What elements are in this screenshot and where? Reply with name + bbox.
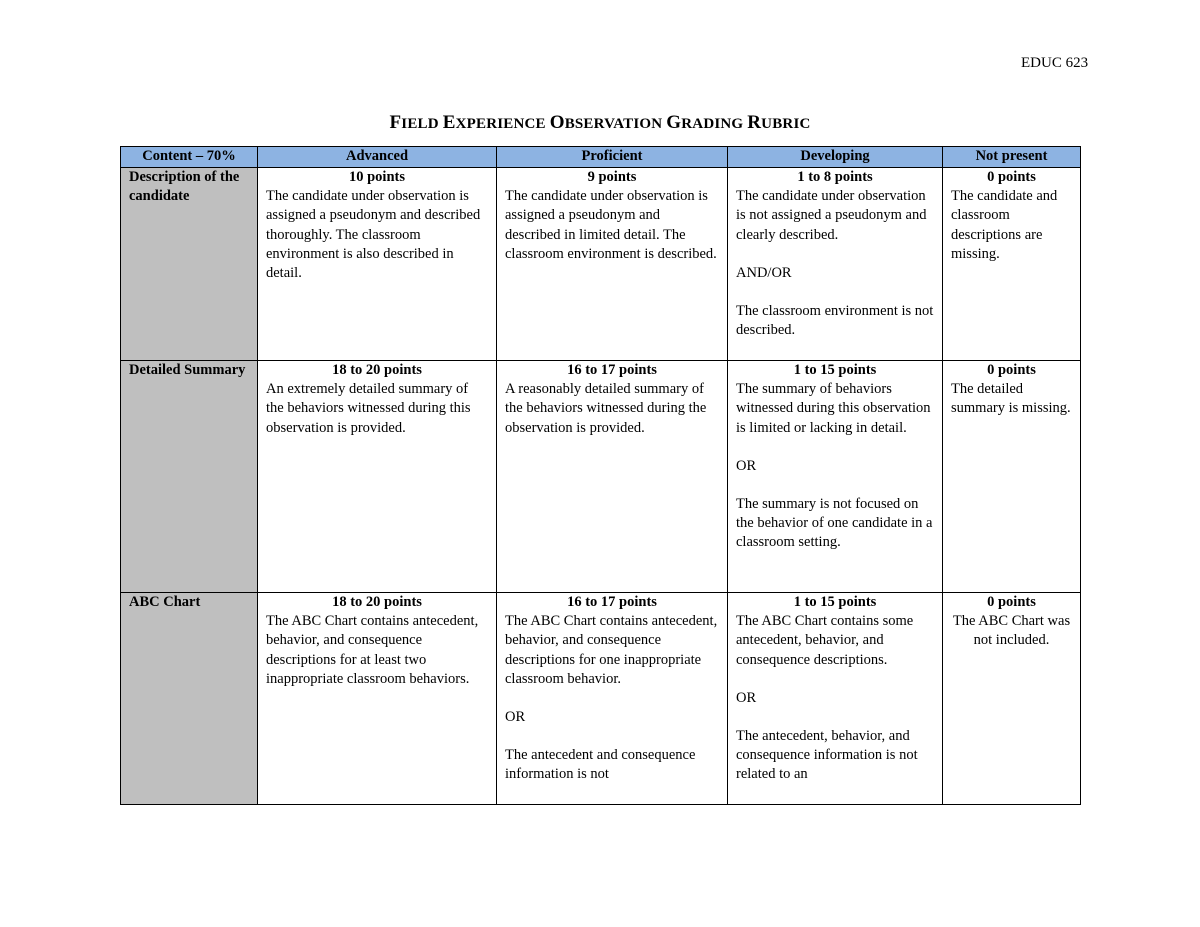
cell-text: The antecedent and consequence information is not xyxy=(505,747,696,783)
points-label: 18 to 20 points xyxy=(332,594,422,610)
table-row xyxy=(121,168,1081,361)
cell-text: The ABC Chart was not included. xyxy=(952,613,1071,649)
points-label: 9 points xyxy=(587,169,637,185)
header-proficient: Proficient xyxy=(497,147,728,168)
cell-proficient xyxy=(497,361,728,593)
cell-text: The classroom environment is not described. xyxy=(736,303,934,339)
connector-text: OR xyxy=(736,689,757,706)
points-label: 0 points xyxy=(987,594,1036,610)
cell-text: The candidate under observation is not assigned a pseudonym and clearly described. xyxy=(736,188,927,243)
grading-rubric-table xyxy=(120,146,1081,805)
points-label: 18 to 20 points xyxy=(332,362,422,378)
cell-not-present xyxy=(943,593,1081,805)
cell-text: The ABC Chart contains antecedent, behavior, and consequence descriptions for one inappropriate classroom behavior. xyxy=(505,613,718,687)
header-content: Content – 70% xyxy=(121,147,258,168)
cell-text: The summary is not focused on the behavior of one candidate in a classroom setting. xyxy=(736,496,933,551)
cell-developing xyxy=(728,361,943,593)
points-label: 1 to 8 points xyxy=(797,169,873,185)
row-label: Detailed Summary xyxy=(121,361,258,593)
header-advanced: Advanced xyxy=(258,147,497,168)
cell-not-present xyxy=(943,361,1081,593)
table-row xyxy=(121,361,1081,593)
cell-text: The candidate under observation is assigned a pseudonym and described in limited detail. The classroom environment is described. xyxy=(505,188,717,262)
cell-developing xyxy=(728,168,943,361)
points-label: 16 to 17 points xyxy=(567,362,657,378)
cell-text: The candidate and classroom descriptions are missing. xyxy=(951,188,1058,262)
points-label: 16 to 17 points xyxy=(567,594,657,610)
cell-text: An extremely detailed summary of the behaviors witnessed during this observation is provided. xyxy=(266,381,471,436)
header-developing: Developing xyxy=(728,147,943,168)
cell-proficient xyxy=(497,593,728,805)
points-label: 1 to 15 points xyxy=(793,594,877,610)
course-code: EDUC 623 xyxy=(1021,55,1089,71)
cell-text: A reasonably detailed summary of the behaviors witnessed during the observation is provided. xyxy=(505,381,707,436)
row-label: Description of the candidate xyxy=(121,168,258,361)
cell-advanced xyxy=(258,361,497,593)
cell-text: The ABC Chart contains antecedent, behavior, and consequence descriptions for at least two inappropriate classroom behaviors. xyxy=(266,613,479,687)
points-label: 0 points xyxy=(987,362,1036,378)
header-not-present: Not present xyxy=(943,147,1081,168)
cell-proficient xyxy=(497,168,728,361)
cell-advanced xyxy=(258,593,497,805)
cell-text: The detailed summary is missing. xyxy=(951,381,1071,417)
table-row xyxy=(121,593,1081,805)
cell-text: The antecedent, behavior, and consequence information is not related to an xyxy=(736,728,918,783)
header-row xyxy=(121,147,1081,168)
cell-text: The candidate under observation is assigned a pseudonym and described thoroughly. The classroom environment is also described in detail. xyxy=(266,188,481,282)
cell-not-present xyxy=(943,168,1081,361)
cell-advanced xyxy=(258,168,497,361)
row-label: ABC Chart xyxy=(121,593,258,805)
document-title: FIELD EXPERIENCE OBSERVATION GRADING RUBRIC xyxy=(389,112,811,133)
connector-text: AND/OR xyxy=(736,264,792,281)
points-label: 1 to 15 points xyxy=(793,362,877,378)
cell-text: The summary of behaviors witnessed during this observation is limited or lacking in detail. xyxy=(736,381,931,436)
cell-text: The ABC Chart contains some antecedent, behavior, and consequence descriptions. xyxy=(736,613,914,668)
points-label: 0 points xyxy=(987,169,1036,185)
connector-text: OR xyxy=(736,457,757,474)
cell-developing xyxy=(728,593,943,805)
points-label: 10 points xyxy=(348,169,405,185)
connector-text: OR xyxy=(505,709,526,726)
